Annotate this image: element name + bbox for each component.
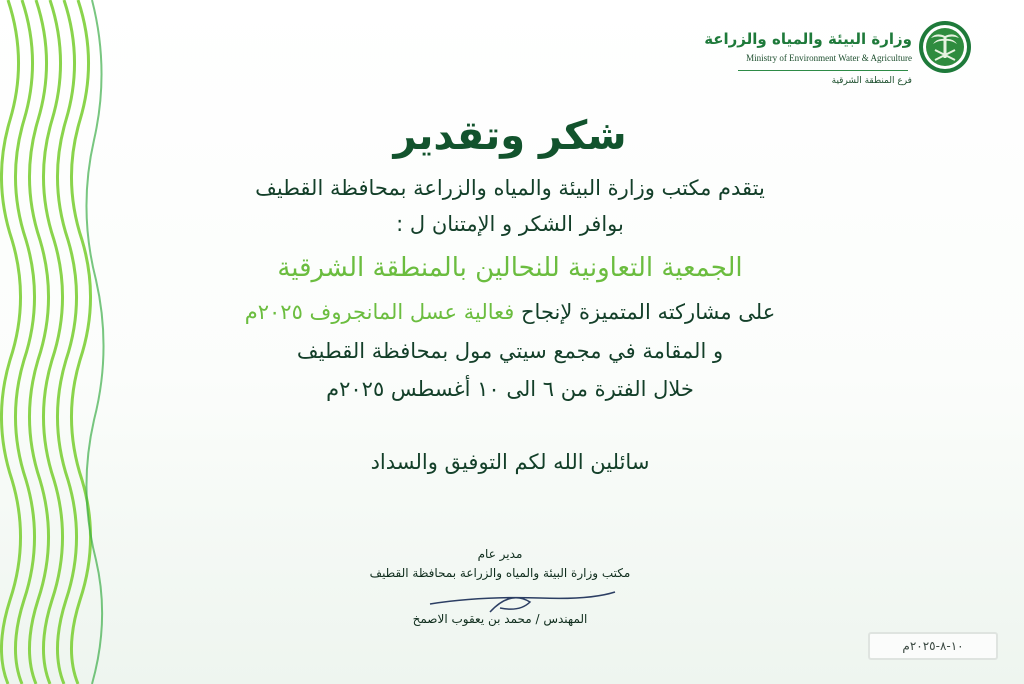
palm-emblem-icon — [918, 20, 972, 74]
intro-line: يتقدم مكتب وزارة البيئة والمياه والزراعة بمحافظة القطيف — [255, 176, 765, 200]
period-line: خلال الفترة من ٦ الى ١٠ أغسطس ٢٠٢٥م — [326, 377, 694, 401]
signer-office: مكتب وزارة البيئة والمياه والزراعة بمحافظة القطيف — [369, 566, 631, 580]
ministry-name-english: Ministry of Environment Water & Agriculture — [746, 53, 912, 63]
date-box: ١٠-٨-٢٠٢٥م — [868, 632, 998, 660]
decorative-waves — [0, 0, 120, 684]
branch-name: فرع المنطقة الشرقية — [831, 76, 912, 86]
signer-position: مدير عام — [477, 547, 523, 561]
participation-line — [180, 296, 840, 328]
recipient-name: الجمعية التعاونية للنحالين بالمنطقة الشرقية — [277, 253, 743, 283]
signer-name: المهندس / محمد بن يعقوب الاصمخ — [412, 612, 588, 626]
ministry-name-arabic: وزارة البيئة والمياه والزراعة — [704, 30, 912, 48]
event-name: فعالية عسل المانجروف ٢٠٢٥م — [244, 300, 515, 324]
venue-line: و المقامة في مجمع سيتي مول بمحافظة القطيف — [296, 339, 724, 363]
logo-divider — [738, 70, 908, 71]
participation-prefix: على مشاركته المتميزة لإنجاح — [521, 300, 776, 324]
ministry-logo — [704, 20, 978, 92]
thanks-line: بوافر الشكر و الإمتنان ل : — [396, 212, 624, 236]
closing-line: سائلين الله لكم التوفيق والسداد — [370, 450, 650, 474]
certificate-title: شكر وتقدير — [393, 113, 627, 159]
